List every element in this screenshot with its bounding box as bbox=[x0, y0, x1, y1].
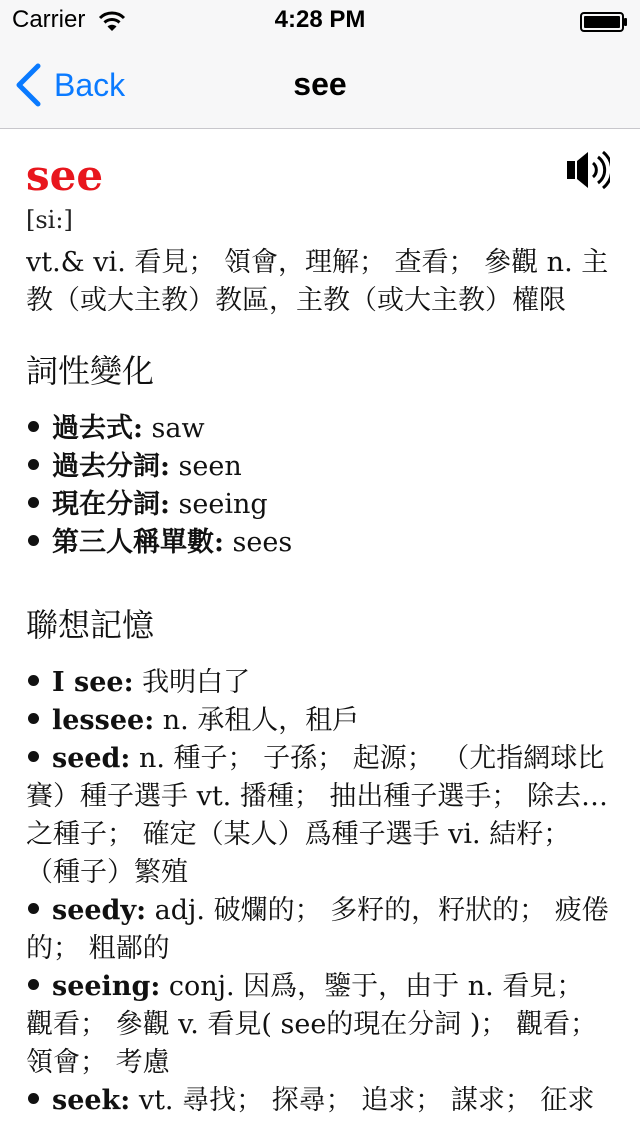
list-item bbox=[26, 524, 616, 562]
related-meaning: 我明白了 bbox=[133, 667, 251, 698]
inflection-term: 第三人稱單數: bbox=[52, 527, 224, 558]
bullet bbox=[28, 979, 39, 990]
inflection-value: sees bbox=[223, 527, 293, 558]
bullet bbox=[28, 751, 39, 762]
related-word: seeing: bbox=[52, 971, 161, 1002]
definition: vt.& vi. 看見； 領會，理解； 查看； 參觀 n. 主教（或大主教）教區，主教（或大主教）權限 bbox=[26, 247, 609, 316]
list-item[interactable] bbox=[26, 702, 616, 740]
headword: see bbox=[26, 151, 104, 200]
bullet bbox=[28, 903, 39, 914]
page-title-text: see bbox=[293, 66, 347, 102]
inflection-term: 過去式: bbox=[52, 413, 143, 444]
speaker-icon[interactable] bbox=[566, 150, 610, 194]
list-item bbox=[26, 448, 616, 486]
list-item[interactable] bbox=[26, 968, 616, 1082]
back-label: Back bbox=[54, 66, 126, 103]
list-item[interactable] bbox=[26, 740, 616, 892]
phonetic: [si:] bbox=[26, 206, 73, 234]
inflections-list bbox=[26, 410, 616, 562]
related-meaning: vt. 尋找； 探尋； 追求； 謀求； 征求 bbox=[130, 1085, 595, 1116]
carrier-name: Carrier bbox=[12, 6, 86, 33]
list-item bbox=[26, 410, 616, 448]
associations-list bbox=[26, 664, 616, 1120]
inflection-value: seen bbox=[169, 451, 242, 482]
battery-icon bbox=[580, 11, 628, 39]
related-word: seed: bbox=[52, 743, 131, 774]
list-item[interactable] bbox=[26, 664, 616, 702]
page-title bbox=[0, 66, 640, 103]
inflection-term: 過去分詞: bbox=[52, 451, 170, 482]
bullet bbox=[28, 421, 39, 432]
related-meaning: conj. 因爲，鑒于，由于 n. 看見； 觀看； 參觀 v. 看見( see的現在分詞 )； 觀看； 領會； 考慮 bbox=[26, 971, 598, 1078]
associations-heading: 聯想記憶 bbox=[26, 606, 155, 644]
related-meaning: adj. 破爛的； 多籽的，籽狀的； 疲倦的； 粗鄙的 bbox=[26, 895, 609, 964]
related-word: lessee: bbox=[52, 705, 155, 736]
list-item[interactable] bbox=[26, 1082, 616, 1120]
bullet bbox=[28, 535, 39, 546]
list-item[interactable] bbox=[26, 892, 616, 968]
inflection-term: 現在分詞: bbox=[52, 489, 170, 520]
bullet bbox=[28, 713, 39, 724]
navigation-bar bbox=[0, 40, 640, 128]
inflection-value: saw bbox=[142, 413, 205, 444]
list-item bbox=[26, 486, 616, 524]
related-word: seedy: bbox=[52, 895, 147, 926]
entry-content bbox=[26, 150, 616, 1136]
bullet bbox=[28, 497, 39, 508]
related-word: seek: bbox=[52, 1085, 131, 1116]
status-bar bbox=[0, 0, 640, 40]
related-word: I see: bbox=[52, 667, 134, 698]
bullet bbox=[28, 1093, 39, 1104]
status-time: 4:28 PM bbox=[274, 6, 366, 33]
inflection-value: seeing bbox=[169, 489, 268, 520]
bullet bbox=[28, 675, 39, 686]
bullet bbox=[28, 459, 39, 470]
related-meaning: n. 承租人，租戶 bbox=[154, 705, 360, 736]
related-meaning: n. 種子； 子孫； 起源； （尤指網球比賽）種子選手 vt. 播種； 抽出種子選手； 除去…之種子； 確定（某人）爲種子選手 vi. 結籽； （種子）繁殖 bbox=[26, 743, 609, 888]
inflections-heading: 詞性變化 bbox=[26, 352, 155, 390]
